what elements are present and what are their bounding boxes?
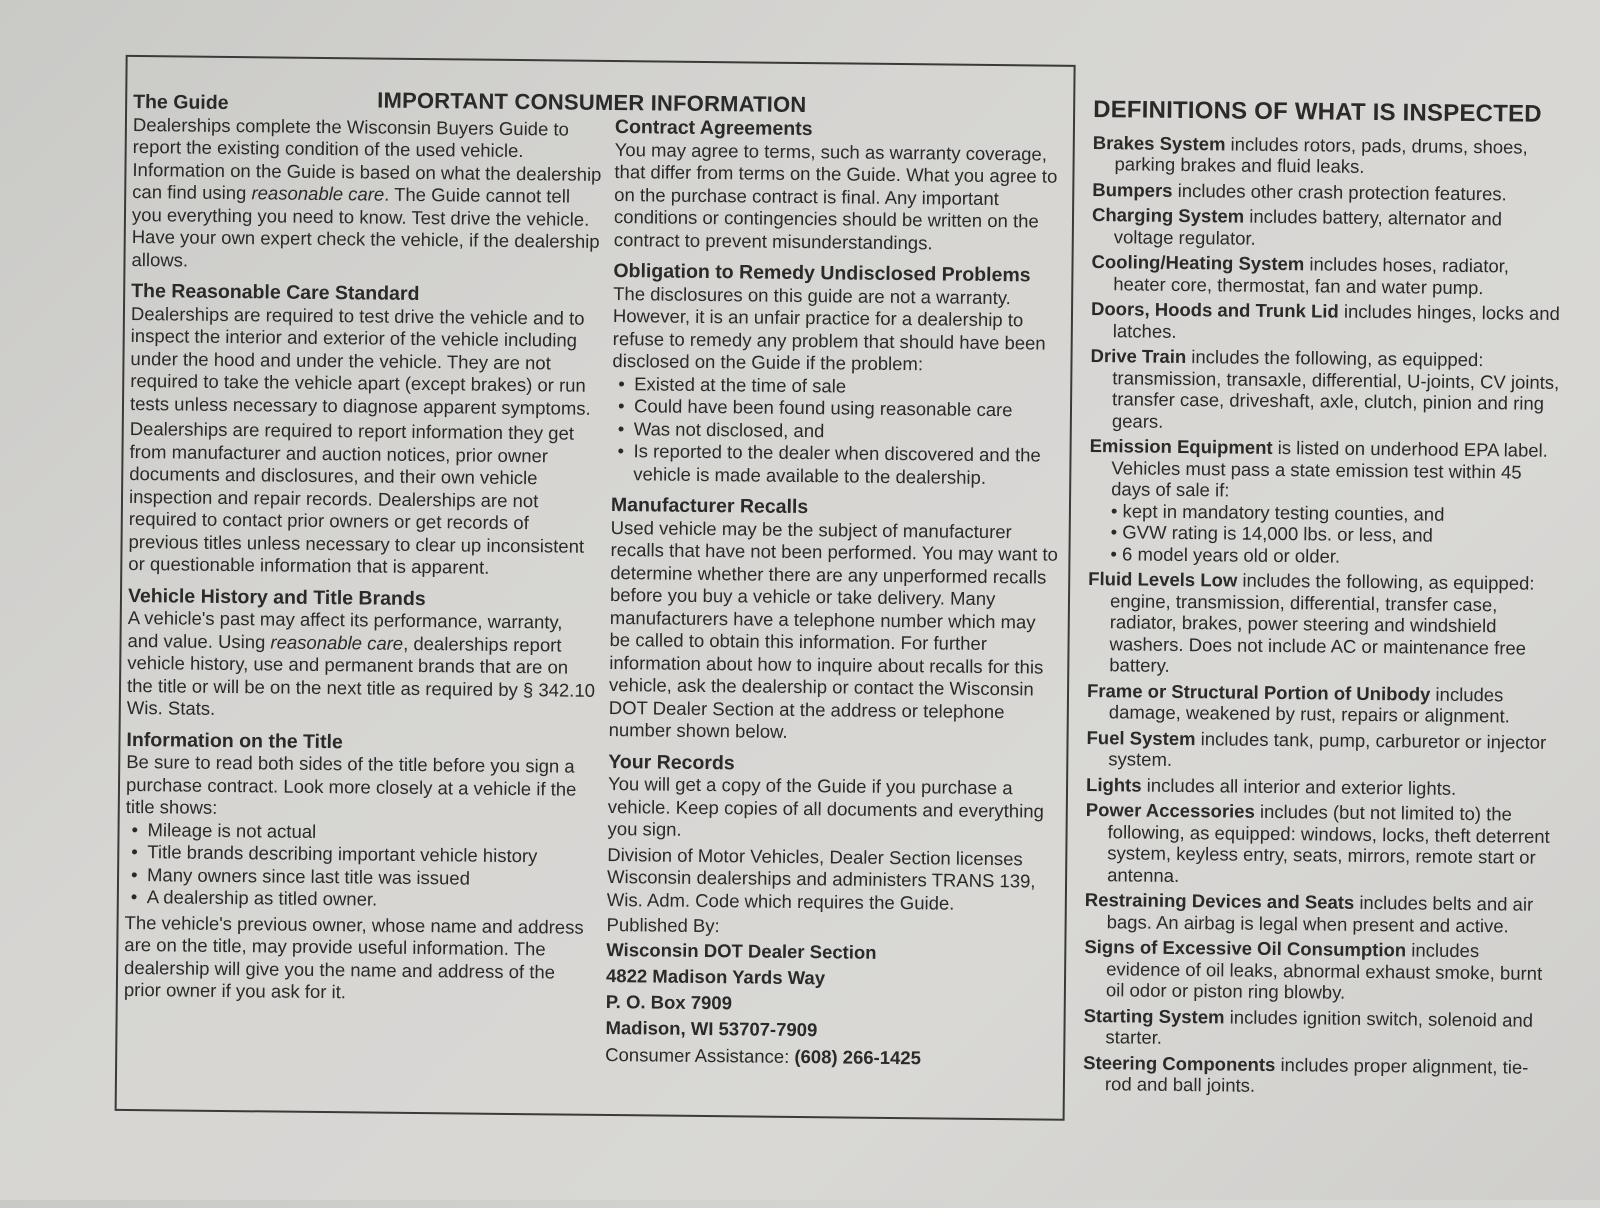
definition-item <box>1092 204 1562 252</box>
address-line: P. O. Box 7909 <box>605 990 733 1013</box>
definition-item <box>1090 345 1561 436</box>
definition-text: includes battery, alternator and voltage regulator. <box>1113 205 1503 249</box>
title-bullet: • Title brands describing important vehicle history <box>125 841 595 868</box>
definition-item <box>1091 251 1561 299</box>
title-info-intro: Be sure to read both sides of the title before you sign a purchase contract. Look more closely at a vehicle if the title shows: <box>125 750 577 818</box>
middle-column <box>605 116 1065 1071</box>
records-heading: Your Records <box>608 750 735 774</box>
emission-bullet: • kept in mandatory testing counties, and <box>1110 499 1445 525</box>
definition-text: includes hoses, radiator, heater core, thermostat, fan and water pump. <box>1113 253 1510 298</box>
definition-text: is listed on underhood EPA label. Vehicles must pass a state emission test within 45 days of sale if: <box>1111 436 1548 501</box>
guide-text-part: . The Guide cannot tell you everything you need to know. Test drive the vehicle. Have your own expert check the vehicle, if the dealership allows. <box>131 183 600 271</box>
definition-item <box>1092 132 1562 180</box>
emission-bullet: • GVW rating is 14,000 lbs. or less, and <box>1110 521 1433 546</box>
definition-item <box>1084 936 1555 1005</box>
definitions-title: DEFINITIONS OF WHAT IS INSPECTED <box>1093 96 1542 128</box>
reasonable-care-para-2: Dealerships are required to report information they get from manufacturer and auction notices, prior owner documents and disclosures, and their own vehicle inspection and repair records. Dealerships are not required to contact prior owners or get records of previous titles unless necessary to clear up inconsistent or questionable information that is apparent. <box>128 417 585 578</box>
title-info-heading: Information on the Title <box>126 728 343 753</box>
recalls-heading: Manufacturer Recalls <box>610 494 809 519</box>
definition-term: Lights <box>1085 773 1142 796</box>
obligation-text: The disclosures on this guide are not a warranty. However, it is an unfair practice for a dealership to refuse to remedy any problem that should have been disclosed on the Guide if the problem: <box>612 282 1046 375</box>
definition-text: includes damage, weakened by rust, repairs or alignment. <box>1108 683 1510 727</box>
definition-term: Steering Components <box>1083 1051 1276 1075</box>
guide-text <box>131 113 603 275</box>
guide-text-part: Dealerships complete the Wisconsin Buyers Guide to report the existing condition of the used vehicle. Information on the Guide is based on what the dealership can find using <box>132 113 602 204</box>
definition-term: Fuel System <box>1086 726 1196 749</box>
history-heading: Vehicle History and Title Brands <box>127 584 426 610</box>
published-by: Published By: <box>606 913 720 937</box>
definition-text: includes rotors, pads, drums, shoes, parking brakes and fluid leaks. <box>1114 132 1528 177</box>
definition-text: includes the following, as equipped: engine, transmission, differential, transfer case, radiator, brakes, power steering and windshield washers. Does not include AC or maintenance free battery. <box>1109 569 1535 676</box>
definition-text: includes belts and air bags. An airbag is legal when present and active. <box>1106 891 1534 936</box>
definition-term: Brakes System <box>1092 131 1226 154</box>
definition-item <box>1091 298 1561 346</box>
assistance-phone: (608) 266-1425 <box>794 1045 922 1068</box>
definition-text: includes the following, as equipped: transmission, transaxle, differential, U-joints, CV joints, transfer case, driveshaft, axle, clutch, pinion and ring gears. <box>1111 346 1560 432</box>
definition-text: includes tank, pump, carburetor or injector system. <box>1108 727 1547 770</box>
definition-item <box>1083 1004 1553 1052</box>
title-bullet: • A dealership as titled owner. <box>125 886 595 913</box>
definition-term: Fluid Levels Low <box>1088 568 1238 591</box>
history-text-part: , dealerships report vehicle history, use and permanent brands that are on the title or will be on the next title as required by § 342.10 Wis. Stats. <box>126 632 596 719</box>
definition-term: Drive Train <box>1090 345 1187 368</box>
contract-text: You may agree to terms, such as warranty coverage, that differ from terms on the Guide. What you agree to on the purchase contract is final. Any important conditions or contingencies should be written on the contract to prevent misunderstandings. <box>613 138 1058 253</box>
left-column <box>124 91 604 1006</box>
reasonable-care-para-1: Dealerships are required to test drive the vehicle and to inspect the interior and exterior of the vehicle including under the hood and under the vehicle. They are not required to take the vehicle apart (except brakes) or run tests unless necessary to diagnose apparent symptoms. <box>129 302 591 419</box>
obligation-bullet: • Was not disclosed, and <box>612 418 1062 445</box>
definition-item <box>1089 435 1560 504</box>
definition-term: Emission Equipment <box>1089 435 1273 458</box>
definition-item <box>1085 889 1555 937</box>
definition-text: includes hinges, locks and latches. <box>1112 300 1560 342</box>
definitions-column <box>1083 96 1563 1103</box>
emission-bullet: • 6 model years old or older. <box>1110 542 1341 567</box>
definition-item <box>1087 680 1557 728</box>
address-line: 4822 Madison Yards Way <box>605 964 826 988</box>
definition-item <box>1087 568 1558 680</box>
title-bullet: • Mileage is not actual <box>125 818 595 845</box>
definition-text: includes proper alignment, tie-rod and ball joints. <box>1104 1053 1529 1096</box>
address-line: Madison, WI 53707-7909 <box>605 1016 818 1040</box>
definition-term: Signs of Excessive Oil Consumption <box>1084 935 1407 961</box>
definition-text: includes all interior and exterior lights. <box>1141 774 1457 799</box>
definition-text: includes ignition switch, solenoid and starter. <box>1105 1005 1534 1048</box>
consumer-assistance <box>605 1043 1055 1070</box>
definition-term: Starting System <box>1083 1004 1225 1027</box>
definition-item <box>1086 727 1556 775</box>
definition-term: Power Accessories <box>1085 799 1255 822</box>
guide-heading: The Guide <box>133 90 229 114</box>
obligation-bullet: • Could have been found using reasonable care <box>612 395 1062 422</box>
definition-item <box>1092 179 1562 205</box>
title-bullet: • Many owners since last title was issued <box>125 863 595 890</box>
title-info-closing: The vehicle's previous owner, whose name and address are on the title, may provide useful information. The dealership will give you the name and address of the prior owner if you ask for it. <box>123 911 584 1003</box>
definition-term: Cooling/Heating System <box>1091 251 1305 275</box>
definition-term: Charging System <box>1091 204 1245 227</box>
history-text <box>127 607 598 724</box>
box-title: IMPORTANT CONSUMER INFORMATION <box>377 87 807 118</box>
definition-term: Frame or Structural Portion of Unibody <box>1086 679 1431 705</box>
definition-item <box>1086 774 1556 800</box>
definition-item <box>1083 1051 1553 1099</box>
guide-text-italic: reasonable care <box>251 182 385 205</box>
contract-heading: Contract Agreements <box>614 116 813 141</box>
definition-text: includes evidence of oil leaks, abnormal exhaust smoke, burnt oil odor or piston ring blowby. <box>1105 939 1543 1003</box>
history-text-italic: reasonable care <box>270 630 404 654</box>
history-text-part: A vehicle's past may affect its performance, warranty, and value. Using <box>127 606 563 652</box>
definition-term: Doors, Hoods and Trunk Lid <box>1090 298 1339 322</box>
records-text: You will get a copy of the Guide if you purchase a vehicle. Keep copies of all documents and everything you sign. <box>607 773 1044 840</box>
definition-text: includes (but not limited to) the following, as equipped: windows, locks, theft deterrent system, keyless entry, seats, mirrors, remote start or antenna. <box>1107 800 1550 886</box>
definition-text: includes other crash protection features. <box>1172 179 1507 204</box>
recalls-text: Used vehicle may be the subject of manufacturer recalls that have not been performed. You may want to determine whether there are any unperformed recalls before you buy a vehicle or take delivery. Many manufacturers have a telephone number which may be called to obtain this information. For further information about how to inquire about recalls for this vehicle, ask the dealership or contact the Wisconsin DOT Dealer Section at the address or telephone number shown below. <box>608 516 1058 742</box>
definition-term: Bumpers <box>1092 178 1173 201</box>
reasonable-care-heading: The Reasonable Care Standard <box>131 279 420 305</box>
assistance-label: Consumer Assistance: <box>605 1043 795 1067</box>
obligation-bullet: • Is reported to the dealer when discovered and the vehicle is made available to the dealership. <box>611 440 1061 490</box>
dmv-text: Division of Motor Vehicles, Dealer Section licenses Wisconsin dealerships and administers TRANS 139, Wis. Adm. Code which requires the Guide. <box>606 843 1036 914</box>
address-line: Wisconsin DOT Dealer Section <box>606 938 877 963</box>
definition-term: Restraining Devices and Seats <box>1084 889 1355 913</box>
obligation-bullet: • Existed at the time of sale <box>612 373 1062 400</box>
definition-item <box>1085 799 1556 890</box>
obligation-heading: Obligation to Remedy Undisclosed Problems <box>613 260 1031 287</box>
